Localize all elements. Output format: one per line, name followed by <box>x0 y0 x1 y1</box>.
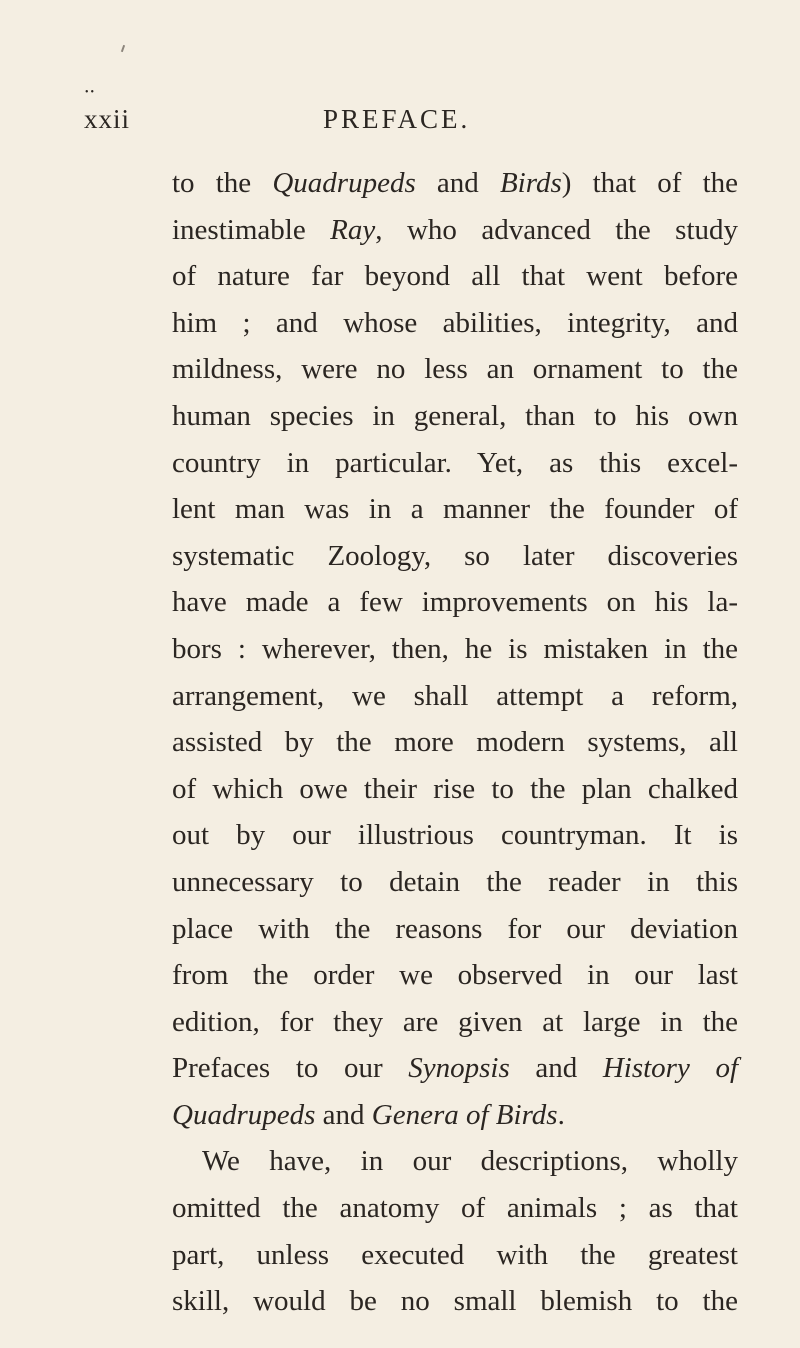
text-run: bors : wherever, then, he is mistaken in the <box>172 632 738 665</box>
text-run: omitted the anatomy of animals ; as that <box>172 1192 738 1225</box>
text-run: We have, in our descriptions, wholly <box>202 1145 738 1178</box>
text-line-1 <box>172 160 738 207</box>
text-run: lent man was in a manner the founder of <box>172 493 738 526</box>
text-line-9 <box>172 533 738 580</box>
text-line-12 <box>172 673 738 720</box>
text-line-5 <box>172 346 738 393</box>
text-line-10 <box>172 579 738 626</box>
text-line-16 <box>172 859 738 906</box>
italic-run: History of <box>602 1052 739 1085</box>
text-run: arrangement, we shall attempt a reform, <box>172 679 738 712</box>
body-text <box>172 160 738 1325</box>
text-line-13 <box>172 719 738 766</box>
text-line-4 <box>172 300 738 347</box>
running-head <box>0 96 800 136</box>
text-run: assisted by the more modern systems, all <box>172 726 738 759</box>
text-run: edition, for they are given at large in the <box>172 1005 738 1038</box>
italic-run: Synopsis <box>408 1052 510 1085</box>
text-line-3 <box>172 253 738 300</box>
text-run: of which owe their rise to the plan chalked <box>172 772 738 805</box>
page-number: •• xxii <box>84 104 130 135</box>
text-line-23 <box>172 1185 738 1232</box>
text-run: and <box>415 167 500 199</box>
text-line-11 <box>172 626 738 673</box>
text-run: Prefaces to our <box>172 1052 409 1085</box>
text-run: human species in general, than to his own <box>172 399 738 432</box>
text-run: out by our illustrious countryman. It is <box>172 819 738 852</box>
text-run: inestimable <box>172 213 331 246</box>
text-run: , who advanced the study <box>375 213 738 246</box>
text-line-17 <box>172 906 738 953</box>
text-line-20 <box>172 1045 738 1092</box>
text-line-22 <box>172 1138 738 1185</box>
text-line-15 <box>172 812 738 859</box>
text-run: . <box>557 1098 565 1131</box>
text-line-7 <box>172 440 738 487</box>
paper-speck <box>121 45 125 52</box>
text-run: him ; and whose abilities, integrity, and <box>172 306 738 339</box>
text-run: have made a few improvements on his la- <box>172 586 738 619</box>
italic-run: Genera of Birds <box>371 1098 558 1131</box>
italic-run: Ray <box>330 213 376 246</box>
text-run: skill, would be no small blemish to the <box>172 1285 738 1318</box>
text-run: to the <box>172 167 273 199</box>
text-run: part, unless executed with the greatest <box>172 1238 738 1271</box>
running-title: PREFACE. <box>323 104 471 134</box>
text-run: systematic Zoology, so later discoveries <box>172 539 738 572</box>
text-line-25 <box>172 1278 738 1325</box>
text-line-6 <box>172 393 738 440</box>
text-run: ) that of the <box>561 167 739 199</box>
text-run: country in particular. Yet, as this excel- <box>172 446 738 479</box>
text-line-24 <box>172 1232 738 1279</box>
text-line-14 <box>172 766 738 813</box>
text-run: of nature far beyond all that went before <box>172 260 738 293</box>
text-run: from the order we observed in our last <box>172 959 738 992</box>
text-line-21 <box>172 1092 738 1139</box>
text-line-19 <box>172 999 738 1046</box>
text-line-8 <box>172 486 738 533</box>
text-run: and <box>509 1052 603 1085</box>
italic-run: Quadrupeds <box>172 1098 316 1131</box>
text-line-2 <box>172 207 738 254</box>
text-line-18 <box>172 952 738 999</box>
italic-run: Quadrupeds <box>272 167 416 199</box>
text-run: place with the reasons for our deviation <box>172 912 738 945</box>
text-run: mildness, were no less an ornament to the <box>172 353 738 386</box>
italic-run: Birds <box>499 167 562 199</box>
text-run: and <box>315 1098 372 1131</box>
text-run: unnecessary to detain the reader in this <box>172 865 738 898</box>
